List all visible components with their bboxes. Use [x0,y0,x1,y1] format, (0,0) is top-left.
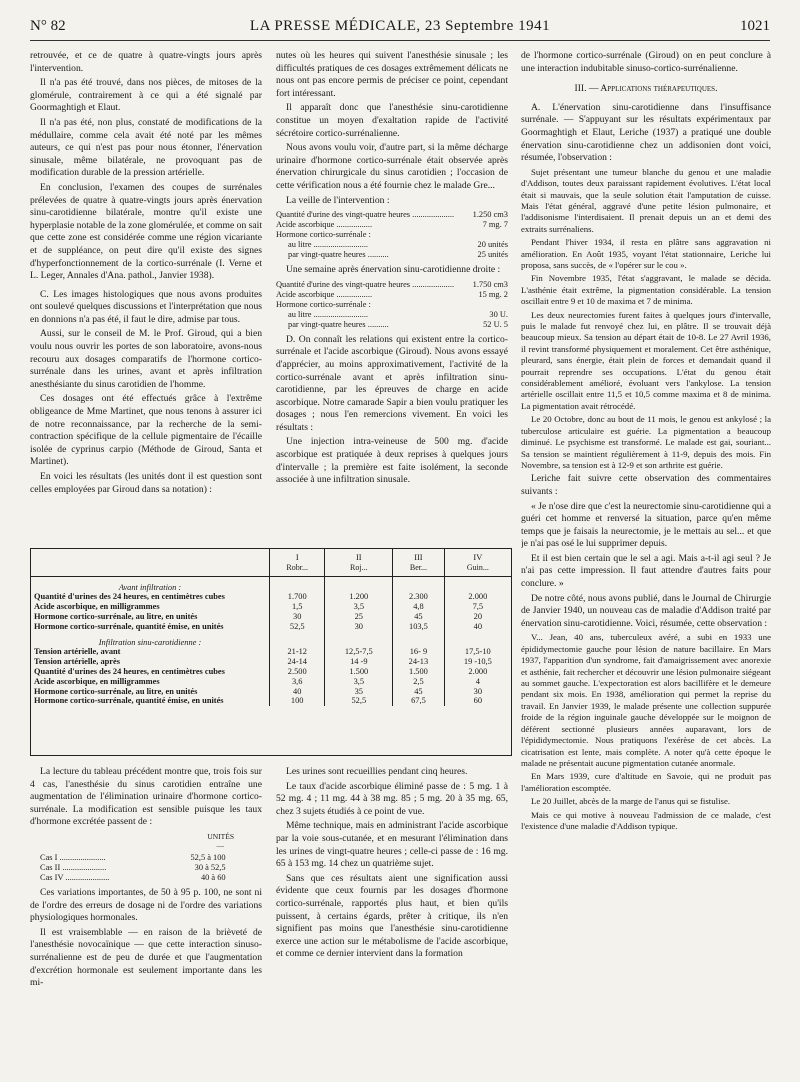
table-row: Hormone cortico-surrénale, quantité émise, en unités 100 52,5 67,5 60 [31,696,511,706]
cell: 15 mg. 2 [478,289,508,299]
cell: Acide ascorbique ................. [276,289,373,299]
paragraph: En Mars 1939, cure d'altitude en Savoie, qui ne produit pas l'amélioration escomptée. [521,771,771,793]
paragraph: Mais ce qui motive à nouveau l'admission de ce malade, c'est l'existence d'une maladie d'Addison typique. [521,809,771,831]
page-header [30,18,770,41]
column-header: IV Guin... [444,549,511,576]
table-row: Quantité d'urines des 24 heures, en centimètres cubes 1.700 1.200 2.300 2.000 [31,592,511,602]
pre-op-table [276,210,508,260]
cell: Hormone cortico-surrénale : [276,299,371,309]
cell: 20 unités [477,240,508,250]
paragraph: En conclusion, l'examen des coupes de surrénales prélevées de quatre à quatre-vingts jours après énervation sinu-carotidienne bilatérale, montre qu'il existe une hyperplasie notable de la zone glomérulée, et comme on sait que cette zone est considérée comme une région vicariante et de suppléance, on peut dire qu'il existe des signes d'hyperfonctionnement de la cortico-surrénale (I. Verne et L. Leger, Annales d'Ana. pathol., Janvier 1938). [30,181,262,282]
paragraph: Ces variations importantes, de 50 à 95 p. 100, ne sont ni de l'ordre des erreurs de dosage ni de l'ordre des variations physiologiques hormonales. [30,886,262,924]
paragraph: A. L'énervation sinu-carotidienne dans l'insuffisance surrénale. — S'appuyant sur les résultats expérimentaux par Goormaghtigh et Elaut, Leriche (1937) a pratiqué une double énervation sinu-carotidienne chez un addisonien dont voici, résumée, l'observation : [521,101,771,164]
cell: Hormone cortico-surrénale : [276,230,371,240]
paragraph: Sans que ces résultats aient une signification aussi évidente que ceux fournis par les dosages d'hormone cortico-surrénale, rapportés plus haut, et bien qu'ils puissent, à certains égards, prêter à critique, ils n'en signifient pas moins que l'anesthésie sinu-carotidienne exerce une action sur le métabolisme de l'acide ascorbique, et comme ce dernier intervient dans la formation [276,872,508,960]
cell: Quantité d'urine des vingt-quatre heures .................... [276,210,455,220]
cell: 1.750 cm3 [472,279,508,289]
table-row: Quantité d'urines des 24 heures, en centimètres cubes 2.500 1.500 1.500 2.000 [31,667,511,677]
section-label: Infiltration sinu-carotidienne : [31,632,270,648]
paragraph: Fin Novembre 1935, l'état s'aggravant, le malade se décida. L'asthénie était extrême, la pigmentation considérable. La tension oscillait entre 9 et 10 de maxima et 7 de minima. [521,273,771,307]
cell: 30 à 52,5 [194,862,226,872]
paragraph: Les deux neurectomies furent faites à quelques jours d'intervalle, puis le malade fut renvoyé chez lui, en plâtre. Il se trouvait déjà beaucoup mieux. Sa tension au départ était de 10-8. Le 27 Avril 1936, il revint transformé physiquement et moralement. Cet être asthénique, pleurard, sans énergie, était plein de forces et demandait quand il pourrait reprendre ses occupations. L'état du genou était considérablement amélioré, évoluant vers l'ankylose. La tension artérielle oscillait entre 11,5 et 10,5 comme maxima et 8 de minima. La pigmentation avait rétrocédé. [521,309,771,411]
table-row: Hormone cortico-surrénale, au litre, en unités 40 35 45 30 [31,687,511,697]
case-observation-1 [521,167,771,472]
cell: Cas I ...................... [40,852,106,862]
paragraph: Une injection intra-veineuse de 500 mg. d'acide ascorbique est pratiquée à deux reprises à quelques jours d'intervalle ; la première est faite isolément, la seconde associée à une infiltration sinusale. [276,436,508,486]
results-table [30,548,512,756]
paragraph: De notre côté, nous avons publié, dans le Journal de Chirurgie de Janvier 1940, un nouveau cas de maladie d'Addison traité par énervation sinu-carotidienne. Voici, résumée, cette observation : [521,592,771,629]
paragraph: « Je n'ose dire que c'est la neurectomie sinu-carotidienne qui a guéri cet homme et renversé la situation, parce qu'en même temps que je faisais la neurectomie, je le mettais au sel... et que je n'ai pas osé le lui supprimer depuis. [521,500,771,550]
table-row: Hormone cortico-surrénale, quantité émise, en unités 52,5 30 103,5 40 [31,622,511,632]
paragraph: Les urines sont recueillies pendant cinq heures. [286,766,468,777]
paragraph: Ces dosages ont été effectués grâce à l'extrême obligeance de Mme Martinet, que nous tenons à assurer ici de notre reconnaissance, par la recherche de la semi-contraction spécifique de la cellule pigmentaire de l'écaille isolée de cyprinus carpio (Méthode de Giroud, Santa et Martinet). [30,393,262,468]
section-heading: III. — Applications thérapeutiques. [574,83,718,95]
paragraph: Nous avons voulu voir, d'autre part, si la même décharge urinaire d'hormone cortico-surrénale était observée après énervation chirurgicale du sinus carotidien ; l'occasion de cette vérification nous a été fournie chez le malade Gre... [276,142,508,191]
paragraph: Il n'a pas été trouvé, dans nos pièces, de mitoses de la glomérule, contrairement à ce qui a été signalé par Goormaghtigh et Elaut. [30,77,262,114]
page-reference: 1021 [740,18,770,34]
table-row: Acide ascorbique, en milligrammes 3,6 3,5 2,5 4 [31,677,511,687]
column-1-bottom [30,766,262,1046]
paragraph: D. On connaît les relations qui existent entre la cortico-surrénale et l'acide ascorbique (Giroud). Nous avons essayé d'apprécier, au moins approximativement, l'activité de la cortico-surrénale avant et après infiltration sinu-carotidienne, par les épreuves de charge en acide ascorbique. Notre camarade Sapir a bien voulu pratiquer les dosages ; nous l'en remercions vivement. En voici les résultats : [276,333,508,433]
paragraph: Aussi, sur le conseil de M. le Prof. Giroud, qui a bien voulu nous ouvrir les portes de son laboratoire, avons-nous recouru aux dosages comparatifs de l'hormone cortico-surrénale dans les urines, avant et après infiltration anesthésiante du sinus carotidien de l'homme. [30,328,262,390]
case-observation-2 [521,632,771,832]
cell: 30 U. [489,309,508,319]
paragraph: Il n'a pas été, non plus, constaté de modifications de la médullaire, comme cela avait été noté par les mêmes auteurs, ce qui n'est pas pour nous étonner, l'énervation sinusale, même bilatérale, ne provoquant pas de modification durable de la pression artérielle. [30,116,262,179]
cell [466,300,508,310]
column-1-top [30,50,262,535]
paragraph: C. Les images histologiques que nous avons produites ont soulevé quelques discussions et l'interprétation que nous en donnions n'a pas été, il faut le dire, admise par tous. [30,288,262,325]
table-row: Acide ascorbique, en milligrammes 1,5 3,5 4,8 7,5 [31,602,511,612]
paragraph: La veille de l'intervention : [286,194,390,206]
cell: par vingt-quatre heures .......... [288,250,389,260]
cell: par vingt-quatre heures .......... [288,319,389,329]
table-row: Hormone cortico-surrénale, au litre, en unités 30 25 45 20 [31,612,511,622]
cell: 25 unités [477,250,508,260]
cell: Acide ascorbique ................. [276,220,373,230]
column-header: I Robr... [270,549,325,576]
column-header: II Roj... [325,549,393,576]
paragraph: Une semaine après énervation sinu-carotidienne droite : [286,264,501,276]
page-number: N° 82 [30,18,66,34]
paragraph: Le taux d'acide ascorbique éliminé passe de : 5 mg. 1 à 52 mg. 4 ; 11 mg. 44 à 38 mg. 85 ; 5 mg. 20 à 35 mg. 65, chez 3 sujets étudiés à ce point de vue. [276,780,508,817]
cell [466,230,508,240]
paragraph: Il est vraisemblable — en raison de la brièveté de l'anesthésie novocaïnique — que cette interaction sinuso-surrénalienne est de peu de durée et que l'augmentation d'excrétion hormonale est seulement importante dans les mi- [30,926,262,989]
paragraph: Le 20 Juillet, abcès de la marge de l'anus qui se fistulise. [531,796,731,807]
cell: 1.250 cm3 [472,210,508,220]
journal-title: LA PRESSE MÉDICALE, 23 Septembre 1941 [249,18,551,34]
paragraph: La lecture du tableau précédent montre que, trois fois sur 4 cas, l'anesthésie du sinus carotidien entraîne une augmentation de l'élimination urinaire d'hormone cortico-surrénale. La modification est sensible puisque les taux d'hormone excrétée passent de : [30,766,262,828]
paragraph: Et il est bien certain que le sel a agi. Mais a-t-il agi seul ? Je n'ai pas cette impression. Il faut attendre d'autres faits pour conclure. » [521,552,771,590]
paragraph: Pendant l'hiver 1934, il resta en plâtre sans aggravation ni amélioration. En Août 1935, voyant l'état stationnaire, Leriche lui proposa, sans succès, de « l'opérer sur le cou ». [521,237,771,270]
paragraph: Même technique, mais en administrant l'acide ascorbique par la voie sous-cutanée, et en mesurant l'élimination dans les urines de vingt-quatre heures ; celle-ci passe de : 16 mg. 65 à 153 mg. 14 chez un quatrième sujet. [276,820,508,870]
cell: 7 mg. 7 [482,220,508,230]
cell: Quantité d'urine des vingt-quatre heures .................... [276,279,455,289]
section-label: Avant infiltration : [31,576,270,592]
cell: 52 U. 5 [483,319,508,329]
cases-table [40,853,226,883]
units-header: UNITÉS — [207,831,234,850]
column-header: III Ber... [393,549,445,576]
paragraph: Sujet présentant une tumeur blanche du genou et une maladie d'Addison, toutes deux paraissant rapidement évolutives. L'état local était si mauvais, que la seule solution était l'amputation de cuisse. Mais l'état général, aggravé d'une petite lésion pulmonaire, et l'addisonisme l'interdisaient. Il prenait depuis un an et demi des extraits surrénaliens. [521,166,771,234]
cell: 52,5 à 100 [190,852,226,862]
table-row: Tension artérielle, après 24-14 14 -9 24-13 19 -10,5 [31,657,511,667]
cell: 40 à 60 [200,872,226,882]
paragraph: Il apparaît donc que l'anesthésie sinu-carotidienne constitue un moyen d'exaltation rapide de l'activité sécrétoire cortico-surrénalienne. [276,102,508,139]
paragraph: En voici les résultats (les unités dont il est question sont celles employées par Giroud dans sa notation) : [30,471,262,495]
table-row: Tension artérielle, avant 21-12 12,5-7,5 16- 9 17,5-10 [31,647,511,657]
table-corner [31,549,270,576]
paragraph: de l'hormone cortico-surrénale (Giroud) on en peut conclure à une interaction indubitable sinuso-cortico-surrénalienne. [521,50,771,74]
column-3 [521,50,771,1050]
column-2-bottom [276,766,508,1046]
cell: Cas IV ..................... [40,872,110,882]
paragraph: retrouvée, et ce de quatre à quatre-vingts jours après l'intervention. [30,50,262,74]
cell: au litre .......................... [288,309,369,319]
cell: au litre .......................... [288,240,369,250]
post-op-table [276,280,508,330]
paragraph: nutes où les heures qui suivent l'anesthésie sinusale ; les difficultés pratiques de ces dosages extrêmement délicats ne nous ont pas encore permis de préciser ce point, cependant fort intéressant. [276,50,508,99]
paragraph: V... Jean, 40 ans, tuberculeux avéré, a subi en 1933 une épididymectomie gauche pour lésion de nature bacillaire. En Mars 1937, l'apparition d'un syndrome, fait d'amaigrissement avec anorexie et asthénie, fait rechercher et découvrir une lésion pulmonaire siégeant au sommet gauche. L'expectoration est alors bacillifère et le demeure pendant six mois. En 1938, amélioration qui permet la reprise du travail. En Janvier 1939, le malade présente une collection suppurée froide de la région inguinale gauche développée sur le moignon de déférent sectionné plusieurs années auparavant, lors de l'épididymectomie. Nous pratiquons l'exérèse de cet abcès. La cicatrisation est lente, mais complète. A noter qu'à cette époque le malade ne présentait aucune pigmentation cutanée anormale. [521,632,771,768]
paragraph: Leriche fait suivre cette observation des commentaires suivants : [521,473,771,497]
cell: Cas II ..................... [40,862,107,872]
column-2-top [276,50,508,535]
paragraph: Le 20 Octobre, donc au bout de 11 mois, le genou est ankylosé ; la tuberculose articulaire est guérie. La pigmentation a beaucoup diminué. Le psychisme est transformé. Le malade est gai, souriant... Sa tension se maintient régulièrement à 11-9, depuis des mois. Fin Novembre, sa tension est à 12-9 et son arthrite est guérie. [521,414,771,470]
